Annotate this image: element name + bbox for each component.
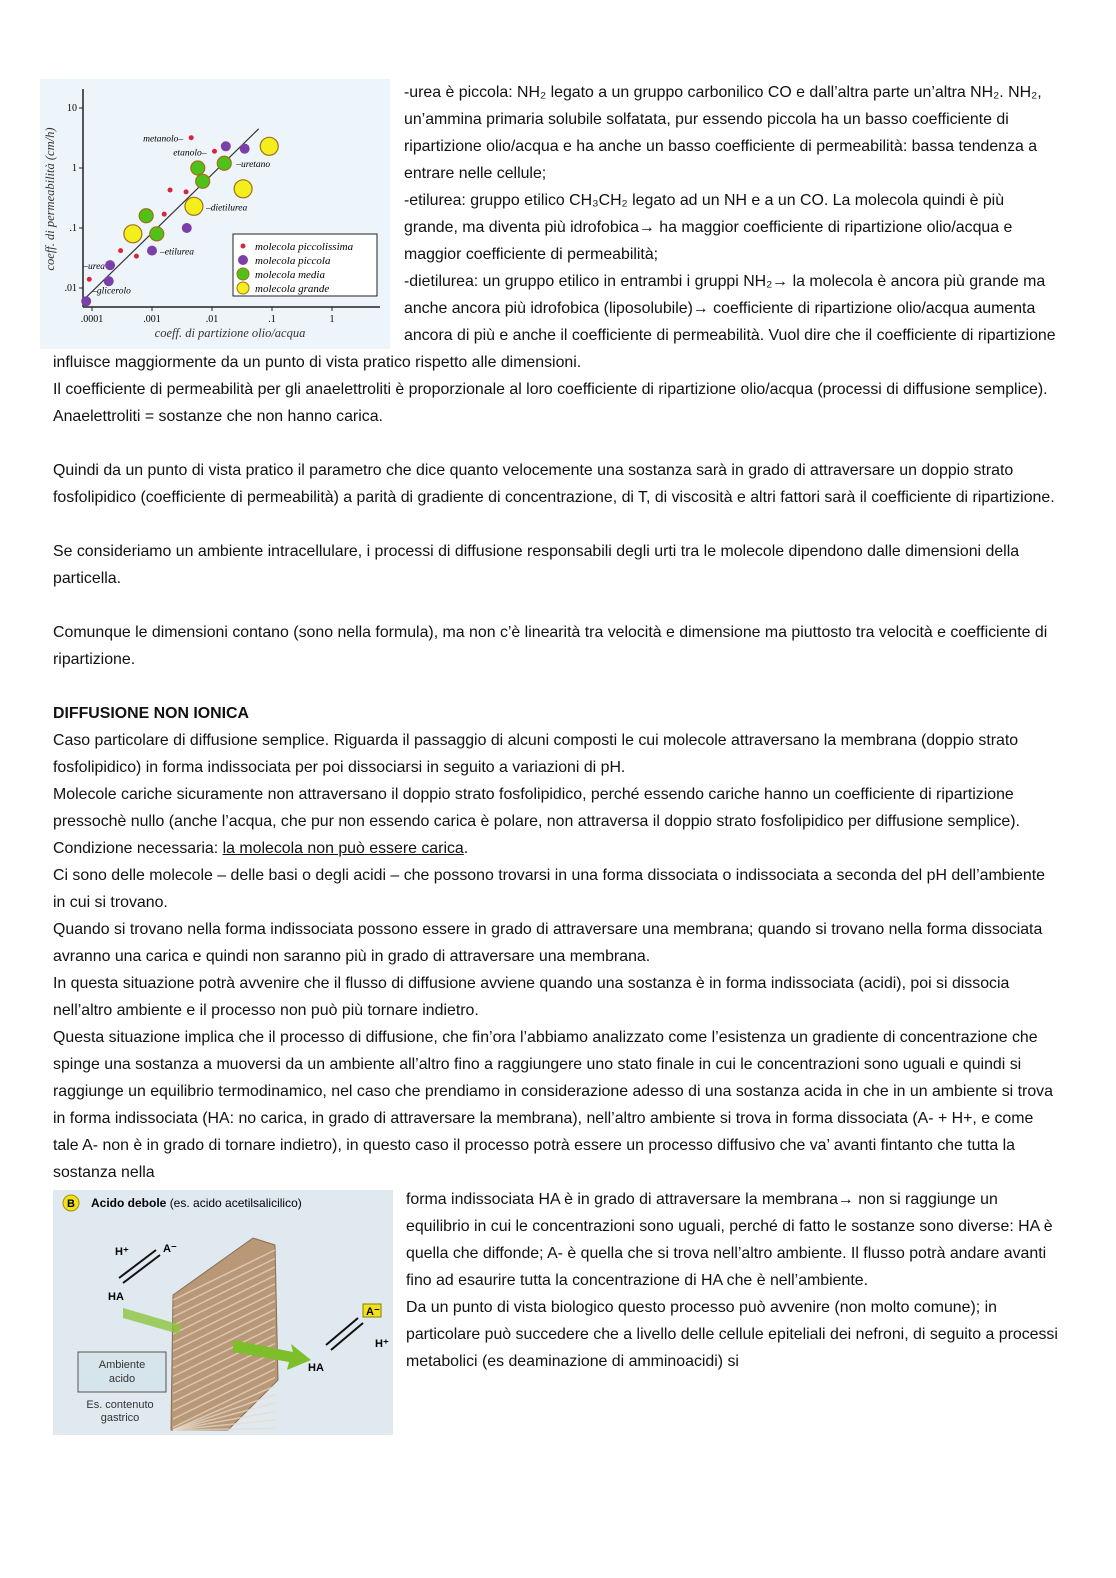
label-h-left: H⁺ bbox=[115, 1246, 129, 1258]
data-point bbox=[184, 189, 189, 194]
y-tick-label: .1 bbox=[69, 223, 77, 234]
data-point bbox=[221, 141, 231, 151]
point-annotation: –dietilurea bbox=[205, 203, 248, 214]
data-point bbox=[191, 161, 205, 175]
paragraph: -urea è piccola: NH₂ legato a un gruppo carbonilico CO e dall’altra parte un’altra NH₂. NH₂, un’ammina primaria solubile solfatata, pur essendo piccola ha un basso coefficiente di ripartizione olio/acqua e ha anche un basso coefficiente di permeabilità: bassa tendenza a entrare nelle cellule; bbox=[404, 84, 1042, 182]
weak-acid-diagram bbox=[53, 1190, 393, 1435]
permeability-scatter-chart bbox=[40, 79, 390, 349]
section-heading: DIFFUSIONE NON IONICA bbox=[53, 705, 249, 722]
label-a-left: A⁻ bbox=[163, 1243, 177, 1255]
figure-subtitle: (es. acido acetilsalicilico) bbox=[169, 1196, 302, 1210]
data-point bbox=[234, 180, 252, 198]
point-annotation: –glicerolo bbox=[92, 286, 131, 297]
box-label-line1: Ambiente bbox=[98, 1359, 146, 1371]
x-tick-label: .1 bbox=[268, 314, 276, 325]
legend-label: molecola media bbox=[255, 269, 325, 281]
acid-environment-box bbox=[78, 1352, 166, 1392]
paragraph: Questa situazione implica che il processo di diffusione, che fin’ora l’abbiamo analizzato come l’esistenza un gradiente di concentrazione che spinge una sostanza a muoversi da un ambiente all’altro fino a raggiungere uno stato finale in cui le concentrazioni sono uguali e quindi si raggiunge un equilibrio termodinamico, nel caso che prendiamo in considerazione adesso di una sostanza acida in che in un ambiente si trova in forma indissociata (HA: no carica, in grado di attraversare la membrana), nell’altro ambiente si trova in forma dissociata (A- + H+, e come tale A- non è in grado di tornare indietro), in questo caso il processo potrà essere un processo diffusivo che va’ avanti fintanto che tutta la sostanza nella bbox=[53, 1029, 1053, 1181]
data-point bbox=[217, 156, 231, 170]
data-point bbox=[189, 135, 194, 140]
x-tick-label: .0001 bbox=[80, 314, 104, 325]
text-run: . bbox=[463, 840, 469, 857]
underlined-text: la molecola non può essere carica bbox=[222, 840, 464, 857]
label-ha-left: HA bbox=[108, 1291, 124, 1303]
document-page bbox=[43, 79, 1058, 1435]
x-axis-label: coeff. di partizione olio/acqua bbox=[154, 326, 306, 340]
paragraph: forma indissociata HA è in grado di attraversare la membrana→ non si raggiunge un equilibrio in cui le concentrazioni sono uguali, perché di fatto le sostanze sono diverse: HA è quella che diffonde; A- è quella che si trova nell’altro ambiente. Il flusso potrà andare avanti fino ad esaurire tutta la concentrazione di HA che è nell’ambiente. bbox=[406, 1191, 1053, 1289]
paragraph: Quindi da un punto di vista pratico il parametro che dice quanto velocemente una sostanza sarà in grado di attraversare un doppio strato fosfolipidico (coefficiente di permeabilità) a parità di gradiente di concentrazione, di T, di viscosità e altri fattori sarà il coefficiente di ripartizione. bbox=[53, 462, 1055, 506]
point-annotation: metanolo– bbox=[143, 134, 184, 145]
paragraph: Se consideriamo un ambiente intracellulare, i processi di diffusione responsabili degli urti tra le molecole dipendono dalle dimensioni della particella. bbox=[53, 543, 1020, 587]
caption-line1: Es. contenuto bbox=[86, 1399, 154, 1411]
paragraph: -dietilurea: un gruppo etilico in entrambi i gruppi NH₂→ la molecola è ancora più grande ma anche ancora più idrofobica (liposolubile)→ coefficiente di ripartizione olio/acqua aumenta ancora di più e anche il coefficiente di permeabilità. Vuol dire che il coefficiente di ripartizione influisce maggiormente da un punto di vista pratico rispetto alle dimensioni. bbox=[53, 273, 1056, 371]
legend-label: molecola piccola bbox=[255, 255, 331, 267]
data-point bbox=[139, 209, 153, 223]
label-ha-right: HA bbox=[308, 1362, 324, 1374]
legend-marker bbox=[237, 282, 249, 294]
paragraph: Da un punto di vista biologico questo processo può avvenire (non molto comune); in particolare può succedere che a livello delle cellule epiteliali dei nefroni, di seguito a processi metabolici (es deaminazione di amminoacidi) si bbox=[406, 1299, 1058, 1370]
data-point bbox=[162, 212, 167, 217]
x-tick-label: 1 bbox=[329, 314, 335, 325]
label-h-right: H⁺ bbox=[375, 1338, 389, 1350]
paragraph: Comunque le dimensioni contano (sono nella formula), ma non c’è linearità tra velocità e dimensione ma piuttosto tra velocità e coefficiente di ripartizione. bbox=[53, 624, 1048, 668]
point-annotation: etanolo– bbox=[173, 148, 207, 159]
paragraph: Ci sono delle molecole – delle basi o degli acidi – che possono trovarsi in una forma dissociata o indissociata a seconda del pH dell’ambiente in cui si trovano. bbox=[53, 867, 1045, 911]
data-point bbox=[124, 225, 142, 243]
data-point bbox=[196, 174, 210, 188]
figure-badge-label: B bbox=[67, 1198, 75, 1210]
data-point bbox=[105, 260, 115, 270]
legend-label: molecola grande bbox=[255, 283, 330, 295]
data-point bbox=[185, 197, 203, 215]
box-label-line2: acido bbox=[108, 1373, 136, 1385]
data-point bbox=[150, 227, 164, 241]
data-point bbox=[147, 246, 157, 256]
paragraph: In questa situazione potrà avvenire che il flusso di diffusione avviene quando una sostanza è in forma indissociata (acidi), poi si dissocia nell’altro ambiente e il processo non può più tornare indietro. bbox=[53, 975, 1010, 1019]
point-annotation: –uretano bbox=[236, 160, 271, 171]
data-point bbox=[81, 296, 91, 306]
text-run: Molecole cariche sicuramente non attraversano il doppio strato fosfolipidico, perché essendo cariche hanno un coefficiente di ripartizione pressochè nullo (anche l’acqua, che pur non essendo carica è polare, non attraversa il doppio strato fosfolipidico per diffusione semplice). Condizione necessaria: bbox=[53, 786, 1020, 857]
permeability-chart-figure bbox=[40, 79, 390, 349]
paragraph bbox=[53, 781, 1058, 862]
caption-line2: gastrico bbox=[100, 1412, 140, 1424]
label-a-right: A⁻ bbox=[366, 1306, 380, 1318]
figure-wrap-section bbox=[53, 1186, 1058, 1424]
legend-marker bbox=[238, 255, 248, 265]
paragraph: -etilurea: gruppo etilico CH₃CH₂ legato ad un NH e a un CO. La molecola quindi è più grande, ma diventa più idrofobica→ ha maggior coefficiente di ripartizione olio/acqua e maggior coefficiente di permeabilità; bbox=[404, 192, 1013, 263]
data-point bbox=[104, 276, 114, 286]
paragraph: Il coefficiente di permeabilità per gli anaelettroliti è proporzionale al loro coefficiente di ripartizione olio/acqua (processi di diffusione semplice). Anaelettroliti = sostanze che non hanno carica. bbox=[53, 381, 1048, 425]
x-tick-label: .01 bbox=[205, 314, 219, 325]
point-annotation: –urea bbox=[83, 262, 106, 273]
y-axis-label: coeff. di permeabilità (cm/h) bbox=[43, 127, 57, 271]
data-point bbox=[260, 137, 278, 155]
data-point bbox=[212, 149, 217, 154]
figure-title-bold: Acido debole bbox=[91, 1196, 167, 1210]
figure-title bbox=[91, 1196, 302, 1210]
data-point bbox=[134, 254, 139, 259]
data-point bbox=[182, 223, 192, 233]
data-point bbox=[240, 144, 250, 154]
y-tick-label: .01 bbox=[64, 283, 77, 294]
x-tick-label: .001 bbox=[143, 314, 161, 325]
legend-marker bbox=[237, 268, 249, 280]
paragraph: Caso particolare di diffusione semplice. Riguarda il passaggio di alcuni composti le cui molecole attraversano la membrana (doppio strato fosfolipidico) in forma indissociata per poi dissociarsi in seguito a variazioni di pH. bbox=[53, 732, 1019, 776]
data-point bbox=[118, 248, 123, 253]
data-point bbox=[87, 277, 92, 282]
point-annotation: –etilurea bbox=[160, 247, 194, 258]
legend-marker bbox=[241, 244, 246, 249]
weak-acid-diffusion-figure bbox=[53, 1190, 393, 1435]
y-tick-label: 1 bbox=[72, 163, 77, 174]
data-point bbox=[168, 187, 173, 192]
paragraph: Quando si trovano nella forma indissociata possono essere in grado di attraversare una membrana; quando si trovano nella forma dissociata avranno una carica e quindi non saranno più in grado di attraversare una membrana. bbox=[53, 921, 1043, 965]
legend-label: molecola piccolissima bbox=[255, 241, 354, 253]
y-tick-label: 10 bbox=[67, 103, 77, 114]
